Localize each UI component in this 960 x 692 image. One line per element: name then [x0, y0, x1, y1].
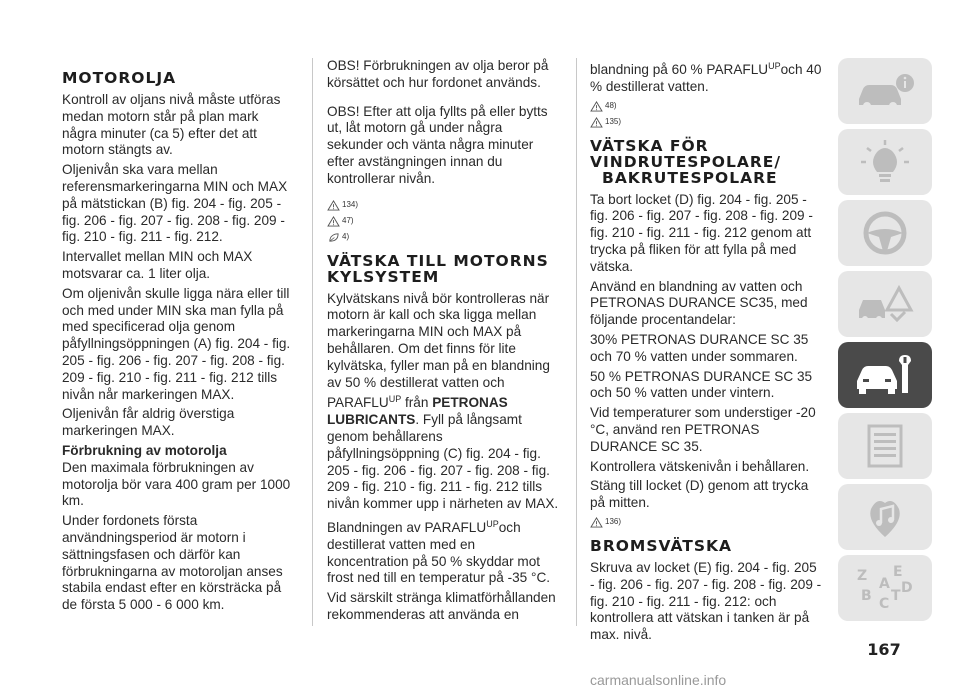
emergency-icon — [853, 280, 917, 328]
svg-text:T: T — [891, 588, 901, 604]
column-divider — [312, 58, 313, 626]
section-heading-washer-fluid: VÄTSKA FÖR VINDRUTESPOLARE/ BAKRUTESPOLARE — [590, 136, 782, 187]
warning-triangle-icon — [327, 200, 340, 211]
caution-reference: 48) — [590, 99, 822, 114]
caution-reference: 47) — [327, 214, 559, 229]
paragraph: Om oljenivån skulle ligga nära eller till och med under MIN ska man fylla på med specificerad olja genom påfyllningsöppningen (A) fig. 204 - fig. 205 - fig. 206 - fig. 207 - fig. 208 - fig. 209 - fig. 210 - fig. 211 - fig. 212 tills nivån når markeringen MAX. — [62, 285, 291, 402]
steering-wheel-icon — [853, 209, 917, 257]
sidebar-item-index[interactable] — [838, 555, 932, 621]
index-icon — [853, 564, 917, 612]
sidebar-item-maintenance[interactable] — [838, 342, 932, 408]
svg-text:Z: Z — [857, 568, 868, 584]
leaf-icon — [327, 232, 340, 243]
section-heading-engine-oil: MOTOROLJA — [62, 69, 177, 87]
paragraph: Den maximala förbrukningen av motorolja bör vara 400 gram per 1000 km. — [62, 459, 291, 509]
paragraph: blandning på 60 % $PARAFLU^{UP}och$ 40 % destillerat vatten. — [590, 61, 822, 94]
car-info-icon — [853, 67, 917, 115]
warning-reference: 136) — [590, 515, 822, 530]
sidebar-item-car-info[interactable] — [838, 58, 932, 124]
section-heading-coolant: VÄTSKA TILL MOTORNS KYLSYSTEM — [327, 251, 549, 286]
warning-triangle-icon — [590, 517, 603, 528]
sidebar-item-specifications[interactable] — [838, 413, 932, 479]
sidebar-item-driving[interactable] — [838, 200, 932, 266]
warning-reference: 135) — [590, 115, 822, 130]
caution-triangle-icon — [327, 216, 340, 227]
chapter-sidebar — [838, 58, 932, 626]
subheading-oil-consumption: Förbrukning av motorolja — [62, 442, 227, 458]
paragraph: Kontrollera vätskenivån i behållaren. — [590, 458, 810, 474]
column-2 — [327, 58, 559, 627]
section-heading-brake-fluid: BROMSVÄTSKA — [590, 536, 732, 555]
warning-reference: 134) — [327, 198, 559, 213]
paragraph: Kylvätskans nivå bör kontrolleras när motorn är kall och ska ligga mellan markeringarna MIN och MAX på behållaren. Om det finns för lite kylvätska, fyller man på en blandning av 50 % destillerat vatten och $PARAFLU^{UP}$ från PETRONAS LUBRICANTS. Fyll på långsamt genom behållarens påfyllningsöppning (C) fig. 204 - fig. 205 - fig. 206 - fig. 207 - fig. 208 - fig. 209 - fig. 210 - fig. 211 - fig. 212 tills nivån kommer upp i närheten av MAX. — [327, 290, 559, 512]
sidebar-item-emergency[interactable] — [838, 271, 932, 337]
paragraph: Oljenivån får aldrig överstiga markeringen MAX. — [62, 406, 235, 439]
paragraph: Oljenivån ska vara mellan referensmarkeringarna MIN och MAX på mätstickan (B) fig. 204 - fig. 205 - fig. 206 - fig. 207 - fig. 208 - fig. 209 - fig. 210 - fig. 211 - fig. 212. — [62, 162, 288, 245]
paragraph: Kontroll av oljans nivå måste utföras medan motorn står på plan mark några minuter (ca 5) efter det att motorn stängts av. — [62, 92, 281, 158]
paragraph: Under fordonets första användningsperiod är motorn i sättningsfasen och därför kan förbrukningarna av motoroljan anses stabila endast efter en körsträcka på de första 5 000 - 6 000 km. — [62, 513, 283, 613]
paragraph: Vid temperaturer som understiger -20 °C, använd ren PETRONAS DURANCE SC 35. — [590, 405, 816, 454]
paragraph: Använd en blandning av vatten och PETRONAS DURANCE SC35, med följande procentandelar: — [590, 278, 808, 328]
svg-text:D: D — [901, 580, 913, 596]
paragraph: Ta bort locket (D) fig. 204 - fig. 205 - fig. 206 - fig. 207 - fig. 208 - fig. 209 - fig. 210 - fig. 211 - fig. 212 genom att trycka på fliken för att fylla på med vätska. — [590, 191, 813, 274]
paragraph: Vid särskilt stränga klimatförhållanden rekommenderas att använda en — [327, 590, 556, 622]
paragraph: 50 % PETRONAS DURANCE SC 35 och 50 % vatten under vintern. — [590, 368, 813, 401]
specifications-list-icon — [853, 422, 917, 470]
page-number: 167 — [867, 640, 901, 659]
car-maintenance-icon — [853, 351, 917, 399]
paragraph: OBS! Efter att olja fyllts på eller bytts ut, låt motorn gå under några sekunder och vänta några minuter efter avstängningen innan du kontrollerar nivån. — [327, 103, 548, 186]
column-1 — [62, 70, 294, 617]
sidebar-item-multimedia[interactable] — [838, 484, 932, 550]
multimedia-icon — [853, 493, 917, 541]
paragraph: Skruva av locket (E) fig. 204 - fig. 205 - fig. 206 - fig. 207 - fig. 208 - fig. 209 - fig. 210 - fig. 211 - fig. 212: och kontrollera att vätskan i tanken är på max. nivå. — [590, 559, 822, 643]
caution-triangle-icon — [590, 101, 603, 112]
paragraph: OBS! Förbrukningen av olja beror på körsättet och hur fordonet används. — [327, 58, 549, 90]
footer-watermark: carmanualsonline.info — [590, 672, 727, 688]
svg-text:A: A — [879, 576, 890, 592]
paragraph: 30% PETRONAS DURANCE SC 35 och 70 % vatten under sommaren. — [590, 331, 809, 364]
svg-text:C: C — [879, 596, 890, 612]
sidebar-item-warning-lights[interactable] — [838, 129, 932, 195]
svg-text:B: B — [861, 588, 872, 604]
column-divider — [576, 58, 577, 626]
column-3 — [590, 58, 822, 647]
warning-triangle-icon — [590, 117, 603, 128]
warning-lights-icon — [853, 138, 917, 186]
paragraph: Blandningen av $PARAFLU^{UP}och$ destillerat vatten med en koncentration på 50 % skyddar mot frost ned till en temperatur på -35 °C. — [327, 518, 551, 586]
environment-reference: 4) — [327, 230, 559, 245]
paragraph: Stäng till locket (D) genom att trycka på mitten. — [590, 478, 809, 511]
paragraph: Intervallet mellan MIN och MAX motsvarar ca. 1 liter olja. — [62, 249, 253, 281]
svg-text:E: E — [893, 564, 903, 580]
